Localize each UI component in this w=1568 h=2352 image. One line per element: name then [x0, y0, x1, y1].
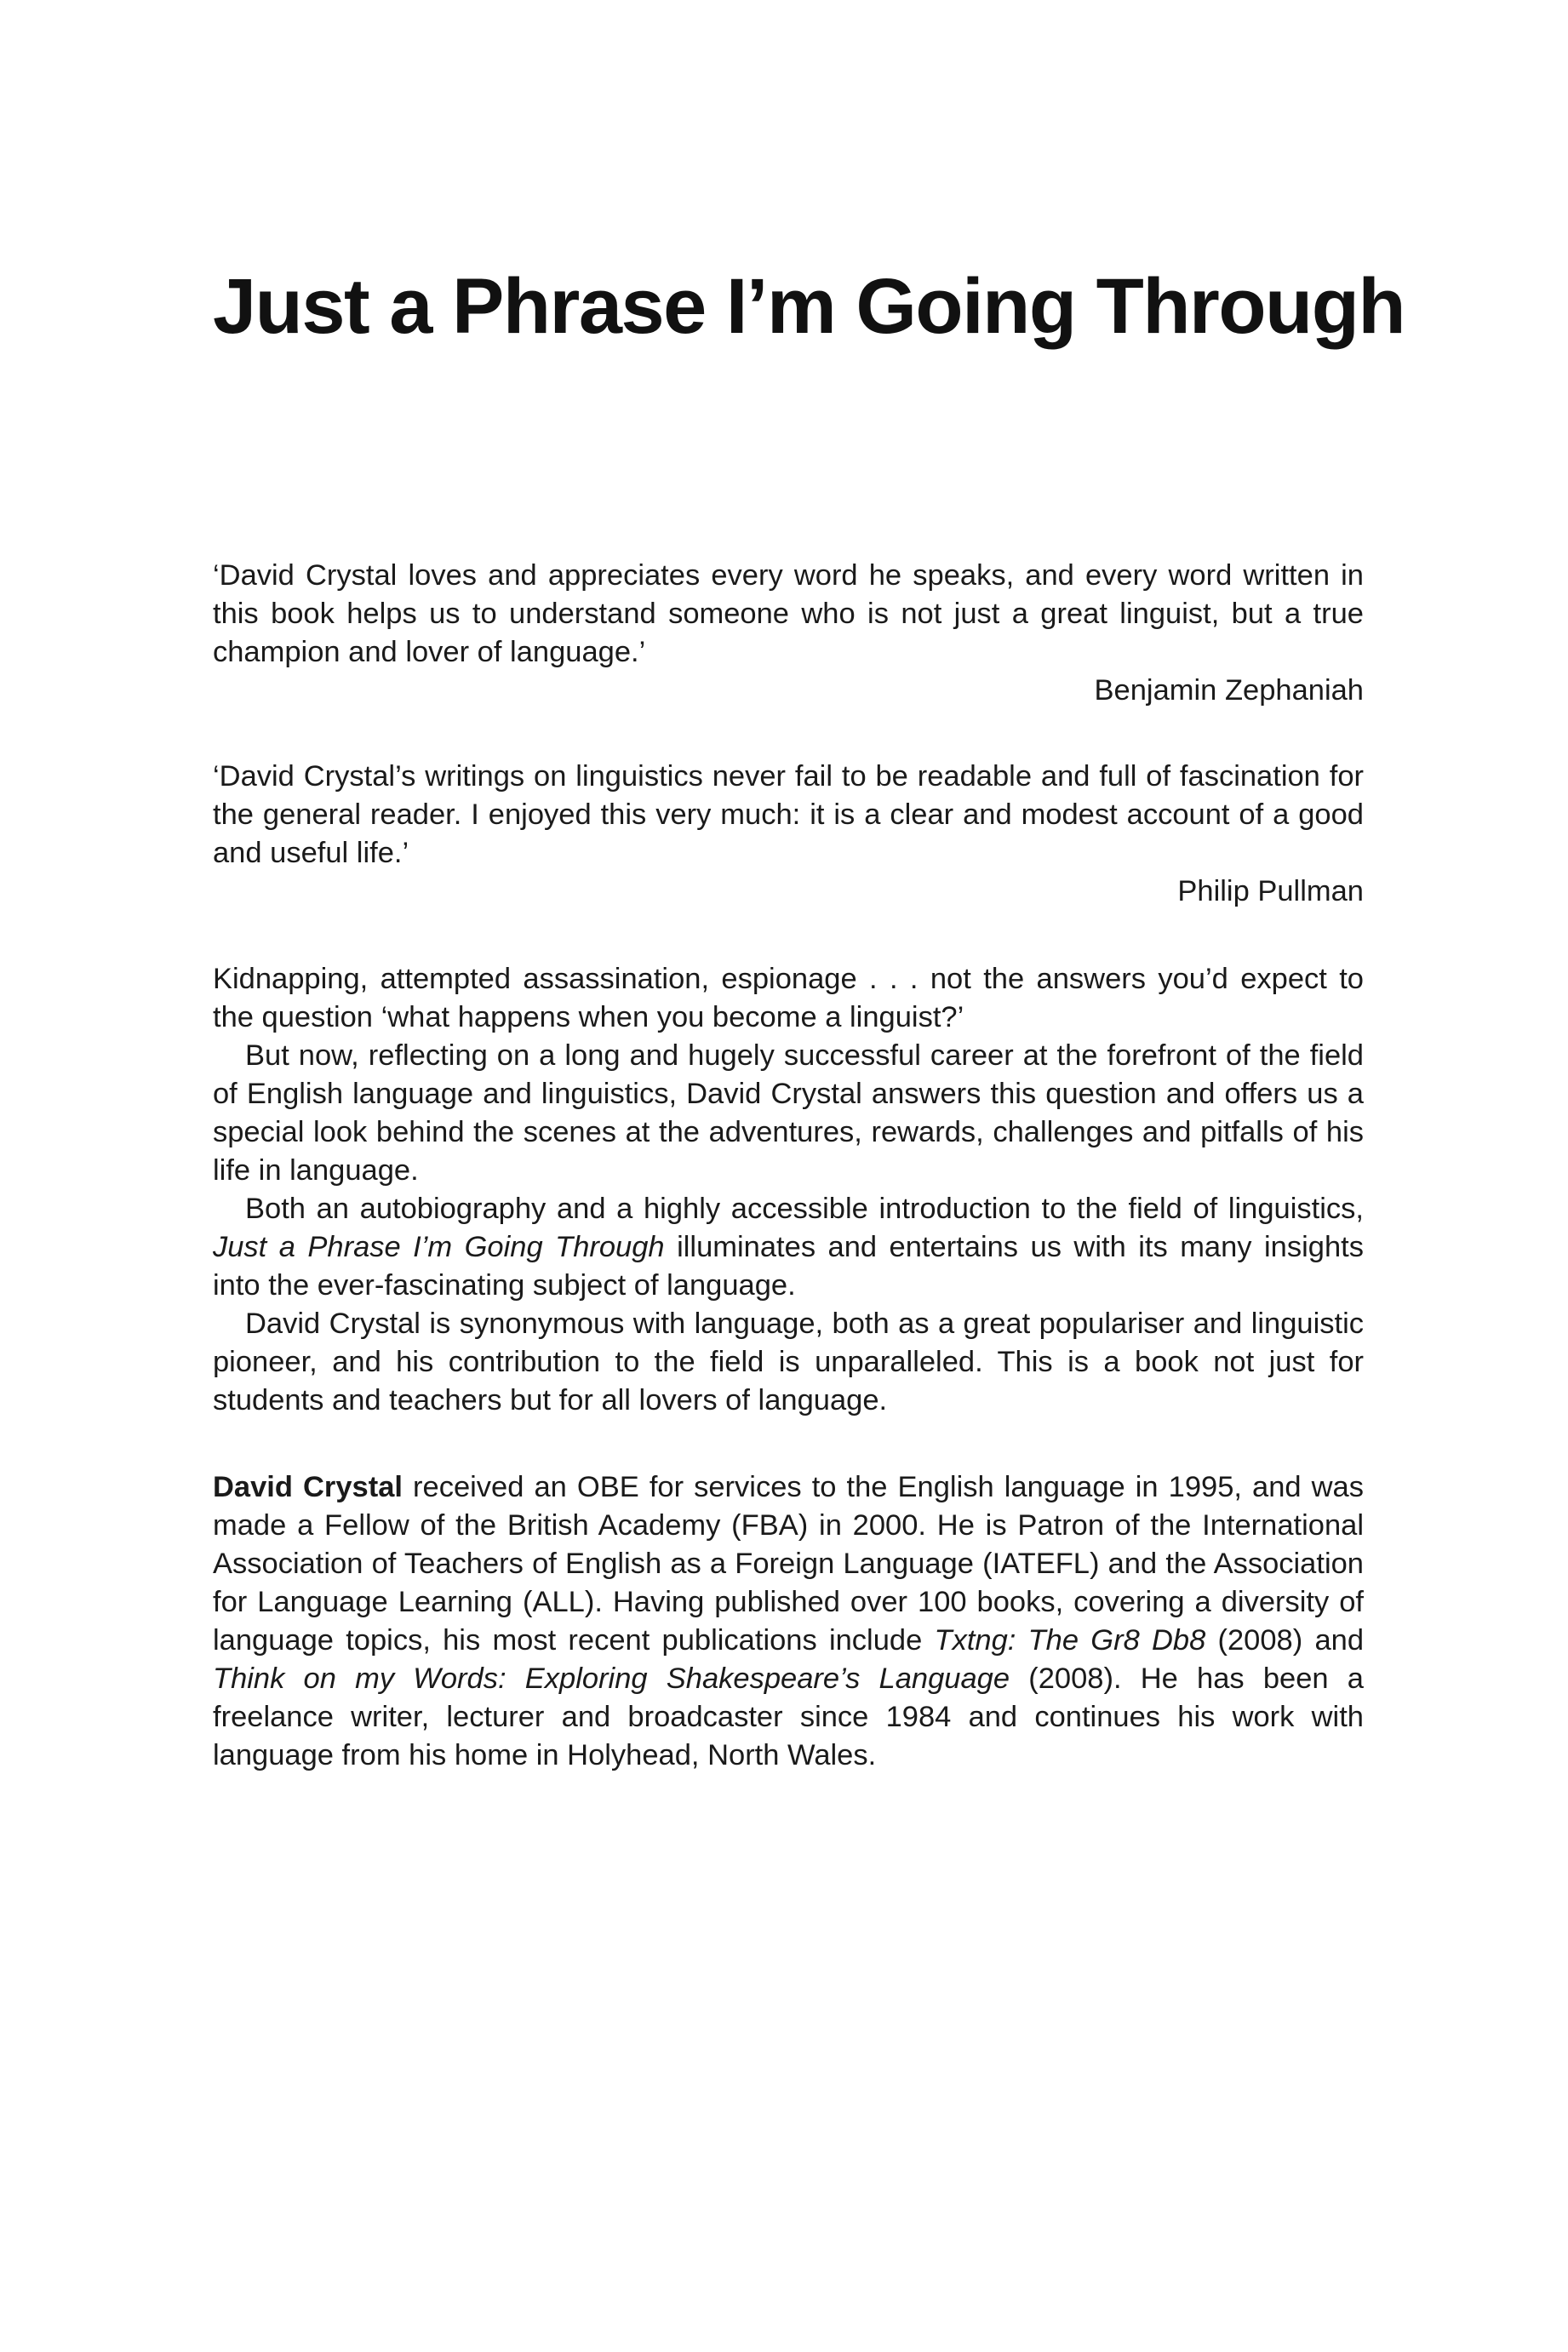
- quote-attribution: Philip Pullman: [1177, 875, 1364, 907]
- book-title-italic: Think on my Words: Exploring Shakespeare’s Language: [213, 1662, 1010, 1695]
- bio-text: (2008) and: [1205, 1624, 1365, 1657]
- quote-attribution: Benjamin Zephaniah: [1094, 674, 1364, 707]
- endorsement-quote: [213, 557, 1364, 710]
- quote-text: ‘David Crystal’s writings on linguistics never fail to be readable and full of fascination for the general reader. I enjoyed this very much: it is a clear and modest account of a good and useful life.’: [213, 760, 1364, 869]
- book-title-italic: Txtng: The Gr8 Db8: [934, 1624, 1206, 1657]
- bio-paragraph: [213, 1468, 1364, 1775]
- blurb-paragraph: But now, reflecting on a long and hugely successful career at the forefront of the field of English language and linguistics, David Crystal answers this question and offers us a special look behind the scenes at the adventures, rewards, challenges and pitfalls of his life in language.: [213, 1039, 1364, 1187]
- blurb-text: Both an autobiography and a highly accessible introduction to the field of linguistics,: [245, 1193, 1364, 1225]
- book-blurb: [213, 960, 1364, 1420]
- quote-text: ‘David Crystal loves and appreciates every word he speaks, and every word written in this book helps us to understand someone who is not just a great linguist, but a true champion and lover of language.’: [213, 559, 1364, 668]
- blurb-paragraph: [213, 1190, 1364, 1305]
- bio-text: (2008). He has been a freelance writer, lecturer and broadcaster since 1984 and continues his work with language from his home in Holyhead, North Wales.: [213, 1662, 1364, 1771]
- author-name: David Crystal: [213, 1471, 403, 1503]
- blurb-paragraph: Kidnapping, attempted assassination, espionage . . . not the answers you’d expect to the question ‘what happens when you become a linguist?’: [213, 963, 1364, 1033]
- blurb-text: illuminates and entertains us with its many insights into the ever-fascinating subject of language.: [213, 1231, 1364, 1302]
- endorsement-quote: [213, 758, 1364, 911]
- bio-text: received an OBE for services to the English language in 1995, and was made a Fellow of the British Academy (FBA) in 2000. He is Patron of the International Association of Teachers of English as a Foreign Language (IATEFL) and the Association for Language Learning (ALL). Having published over 100 books, covering a diversity of language topics, his most recent publications include: [213, 1471, 1364, 1657]
- blurb-paragraph: David Crystal is synonymous with language, both as a great populariser and linguistic pioneer, and his contribution to the field is unparalleled. This is a book not just for students and teachers but for all lovers of language.: [213, 1308, 1364, 1416]
- book-title: Just a Phrase I’m Going Through: [213, 263, 1405, 350]
- book-title-italic: Just a Phrase I’m Going Through: [213, 1231, 665, 1263]
- author-bio: [213, 1468, 1364, 1775]
